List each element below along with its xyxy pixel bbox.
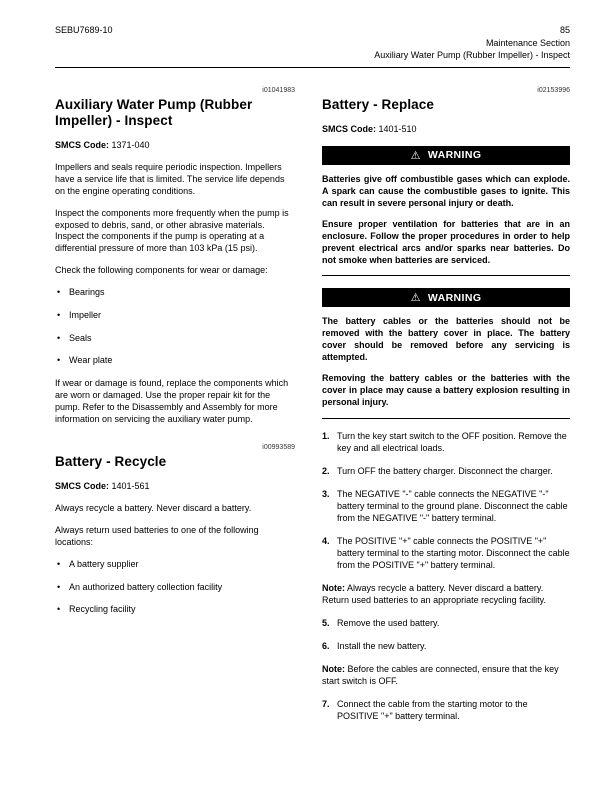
procedure-step — [322, 641, 570, 653]
note-label: Note: — [322, 663, 345, 674]
procedure-step — [322, 536, 570, 572]
list-item: • Seals — [55, 333, 295, 345]
bullet-list — [55, 559, 295, 616]
list-item: • Impeller — [55, 310, 295, 322]
warning-text: Ensure proper ventilation for batteries that are in an enclosure. Follow the proper procedures in order to help prevent electrical arcs and/or sparks near batteries. Do not smoke when batteries are serviced. — [322, 218, 570, 265]
section-title: Auxiliary Water Pump (Rubber Impeller) - Inspect — [55, 96, 253, 128]
paragraph: Inspect the components more frequently when the pump is exposed to debris, sand, or other abrasive materials. Inspect the components if the pump is operating at a differential pressure of more than 103 kPa (15 psi). — [55, 207, 289, 254]
article-id-code: i01041983 — [262, 86, 295, 94]
procedure-step — [322, 618, 570, 630]
subsection-name: Auxiliary Water Pump (Rubber Impeller) - Inspect — [374, 50, 570, 61]
smcs-label: SMCS Code: — [55, 139, 109, 150]
note-text: Always recycle a battery. Never discard a battery. Return used batteries to an appropriate recycling facility. — [322, 582, 546, 605]
smcs-code-line — [322, 124, 570, 134]
note-label: Note: — [322, 582, 345, 593]
smcs-code-line — [55, 481, 295, 491]
doc-code: SEBU7689-10 — [55, 25, 113, 35]
step-number: 1. — [322, 431, 330, 442]
step-text: Install the new battery. — [337, 640, 427, 651]
step-text: The NEGATIVE "-" cable connects the NEGATIVE "-" battery terminal to the ground plane. Disconnect the cable from the NEGATIVE "-" battery terminal. — [337, 489, 568, 524]
step-text: Turn the key start switch to the OFF position. Remove the key and all electrical loads. — [337, 431, 567, 454]
right-column — [322, 87, 570, 734]
article-battery-recycle — [55, 444, 295, 616]
list-item: • An authorized battery collection facility — [55, 582, 295, 594]
list-item: • Recycling facility — [55, 604, 295, 616]
warning-text: The battery cables or the batteries should not be removed with the battery cover in place. The battery cover should be removed before any servicing is attempted. — [322, 316, 570, 363]
article-battery-replace — [322, 87, 570, 723]
note-text: Before the cables are connected, ensure that the key start switch is OFF. — [322, 663, 559, 686]
list-item: • Bearings — [55, 287, 295, 299]
article-id-code: i02153996 — [537, 86, 570, 94]
bullet-list — [55, 287, 295, 367]
paragraph: Always return used batteries to one of the following locations: — [55, 524, 259, 547]
procedure-step — [322, 466, 570, 478]
smcs-label: SMCS Code: — [322, 123, 376, 134]
smcs-label: SMCS Code: — [55, 480, 109, 491]
page-header — [55, 24, 570, 62]
step-number: 5. — [322, 617, 330, 628]
list-item: • A battery supplier — [55, 559, 295, 571]
procedure-step — [322, 699, 570, 723]
note — [322, 664, 570, 688]
step-number: 3. — [322, 489, 330, 500]
smcs-value: 1371-040 — [111, 139, 150, 150]
article-id-code: i00993589 — [262, 444, 295, 451]
warning-end-divider — [322, 418, 570, 419]
smcs-value: 1401-510 — [378, 123, 417, 134]
warning-banner — [322, 146, 570, 165]
two-column-body — [55, 87, 570, 734]
page-number: 85 — [559, 25, 570, 35]
warning-end-divider — [322, 275, 570, 276]
note — [322, 583, 570, 607]
step-number: 7. — [322, 698, 330, 709]
warning-text: Batteries give off combustible gases which can explode. A spark can cause the combustible gases to ignite. This can result in severe personal injury or death. — [322, 173, 570, 208]
smcs-value: 1401-561 — [111, 480, 150, 491]
warning-triangle-icon: ⚠ — [410, 148, 421, 162]
list-item: • Wear plate — [55, 355, 295, 367]
header-divider — [55, 67, 570, 68]
warning-banner — [322, 288, 570, 307]
smcs-code-line — [55, 140, 295, 150]
warning-label: WARNING — [427, 291, 482, 304]
paragraph: Always recycle a battery. Never discard a battery. — [55, 502, 252, 513]
paragraph: Check the following components for wear or damage: — [55, 265, 268, 276]
step-text: Connect the cable from the starting motor to the POSITIVE "+" battery terminal. — [337, 698, 528, 721]
procedure-step — [322, 489, 570, 525]
section-title: Battery - Replace — [322, 96, 434, 112]
left-column — [55, 87, 295, 734]
step-number: 2. — [322, 466, 330, 477]
article-pump-inspect — [55, 87, 295, 426]
step-text: Turn OFF the battery charger. Disconnect the charger. — [337, 466, 553, 477]
section-name: Maintenance Section — [485, 37, 570, 48]
warning-triangle-icon: ⚠ — [410, 291, 421, 305]
step-number: 4. — [322, 536, 330, 547]
header-right — [374, 24, 570, 62]
paragraph: If wear or damage is found, replace the components which are worn or damaged. Use the proper repair kit for the pump. Refer to the Disassembly and Assembly for more information on servicing the auxiliary water pump. — [55, 378, 289, 425]
step-text: Remove the used battery. — [337, 617, 440, 628]
warning-text: Removing the battery cables or the batteries with the cover in place may cause a battery explosion resulting in personal injury. — [322, 373, 570, 408]
warning-label: WARNING — [427, 149, 482, 162]
step-number: 6. — [322, 640, 330, 651]
paragraph: Impellers and seals require periodic inspection. Impellers have a service life that is limited. The service life depends on the engine operating conditions. — [55, 161, 285, 196]
procedure-step — [322, 431, 570, 455]
step-text: The POSITIVE "+" cable connects the POSITIVE "+" battery terminal to the starting motor. Disconnect the cable from the POSITIVE "+" battery terminal. — [337, 536, 570, 571]
section-title: Battery - Recycle — [55, 454, 167, 469]
